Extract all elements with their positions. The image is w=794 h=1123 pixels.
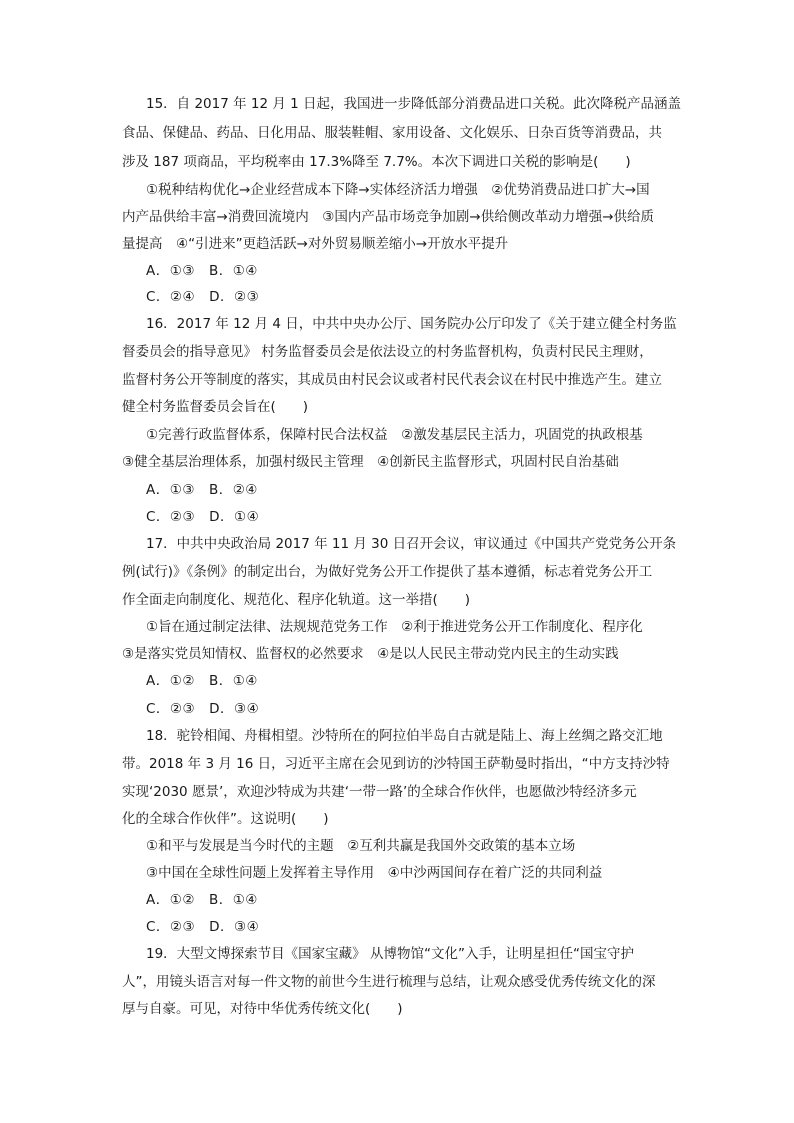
question-15-stem-line-2: 食品、保健品、药品、日化用品、服装鞋帽、家用设备、文化娱乐、日杂百货等消费品，共 xyxy=(122,125,662,141)
question-18-stem-line-3: 实现‘2030 愿景’，欢迎沙特成为共建‘一带一路’的全球合作伙伴，也愿做沙特经济多元 xyxy=(122,784,637,800)
question-18-choices-ab: A．①② B．①④ xyxy=(146,892,258,908)
question-16-option-line-2: ③健全基层治理体系，加强村级民主管理 ④创新民主监督形式，巩固村民自治基础 xyxy=(122,454,619,470)
question-16-stem-line-2: 督委员会的指导意见》 村务监督委员会是依法设立的村务监督机构，负责村民民主理财， xyxy=(122,344,653,360)
question-17-stem-line-3: 作全面走向制度化、规范化、程序化轨道。这一举措( ) xyxy=(122,592,471,608)
question-16-stem-line-1: 16．2017 年 12 月 4 日，中共中央办公厅、国务院办公厅印发了《关于建立健全村务监 xyxy=(146,316,677,332)
question-15-stem-line-3: 涉及 187 项商品，平均税率由 17.3%降至 7.7%。本次下调进口关税的影响是( ) xyxy=(122,154,631,170)
question-17-choices-cd: C．②③ D．③④ xyxy=(146,701,260,717)
question-16-stem-line-3: 监督村务公开等制度的落实，其成员由村民会议或者村民代表会议在村民中推选产生。建立 xyxy=(122,372,662,388)
question-18-stem-line-1: 18．驼铃相闻、舟楫相望。沙特所在的阿拉伯半岛自古就是陆上、海上丝绸之路交汇地 xyxy=(146,728,663,744)
question-16-option-line-1: ①完善行政监督体系，保障村民合法权益 ②激发基层民主活力，巩固党的执政根基 xyxy=(146,427,643,443)
question-18-choices-cd: C．②③ D．③④ xyxy=(146,919,260,935)
question-19-stem-line-2: 人”，用镜头语言对每一件文物的前世今生进行梳理与总结，让观众感受优秀传统文化的深 xyxy=(122,974,656,990)
question-17-stem-line-1: 17．中共中央政治局 2017 年 11 月 30 日召开会议，审议通过《中国共产党党务公开条 xyxy=(146,536,677,552)
question-18-stem-line-4: 化的全球合作伙伴”。这说明( ) xyxy=(122,811,329,827)
question-17-option-line-1: ①旨在通过制定法律、法规规范党务工作 ②利于推进党务公开工作制度化、程序化 xyxy=(146,619,643,635)
question-15-option-line-3: 量提高 ④“引进来”更趋活跃→对外贸易顺差缩小→开放水平提升 xyxy=(122,236,509,252)
question-15-option-line-1: ①税种结构优化→企业经营成本下降→实体经济活力增强 ②优势消费品进口扩大→国 xyxy=(146,182,650,198)
question-18-option-line-1: ①和平与发展是当今时代的主题 ②互利共赢是我国外交政策的基本立场 xyxy=(146,838,576,854)
question-16-stem-line-4: 健全村务监督委员会旨在( ) xyxy=(122,399,309,415)
question-15-option-line-2: 内产品供给丰富→消费回流境内 ③国内产品市场竞争加剧→供给侧改革动力增强→供给质 xyxy=(122,209,655,225)
question-15-choices-cd: C．②④ D．②③ xyxy=(146,289,260,305)
question-15-choices-ab: A．①③ B．①④ xyxy=(146,263,258,279)
question-18-stem-line-2: 带。2018 年 3 月 16 日，习近平主席在会见到访的沙特国王萨勒曼时指出，“中方支持沙特 xyxy=(122,756,670,772)
question-19-stem-line-3: 厚与自豪。可见，对待中华优秀传统文化( ) xyxy=(122,1001,403,1017)
question-16-choices-ab: A．①③ B．②④ xyxy=(146,482,258,498)
question-17-choices-ab: A．①② B．①④ xyxy=(146,673,258,689)
question-17-stem-line-2: 例(试行)》《条例》的制定出台，为做好党务公开工作提供了基本遵循，标志着党务公开工 xyxy=(122,564,653,580)
question-18-option-line-2: ③中国在全球性问题上发挥着主导作用 ④中沙两国间存在着广泛的共同利益 xyxy=(146,865,603,881)
question-19-stem-line-1: 19．大型文博探索节目《国家宝藏》 从博物馆“文化”入手，让明星担任“国宝守护 xyxy=(146,946,634,962)
question-15-stem-line-1: 15．自 2017 年 12 月 1 日起，我国进一步降低部分消费品进口关税。此次降税产品涵盖 xyxy=(146,96,682,112)
question-17-option-line-2: ③是落实党员知情权、监督权的必然要求 ④是以人民民主带动党内民主的生动实践 xyxy=(122,646,619,662)
question-16-choices-cd: C．②③ D．①④ xyxy=(146,509,260,525)
